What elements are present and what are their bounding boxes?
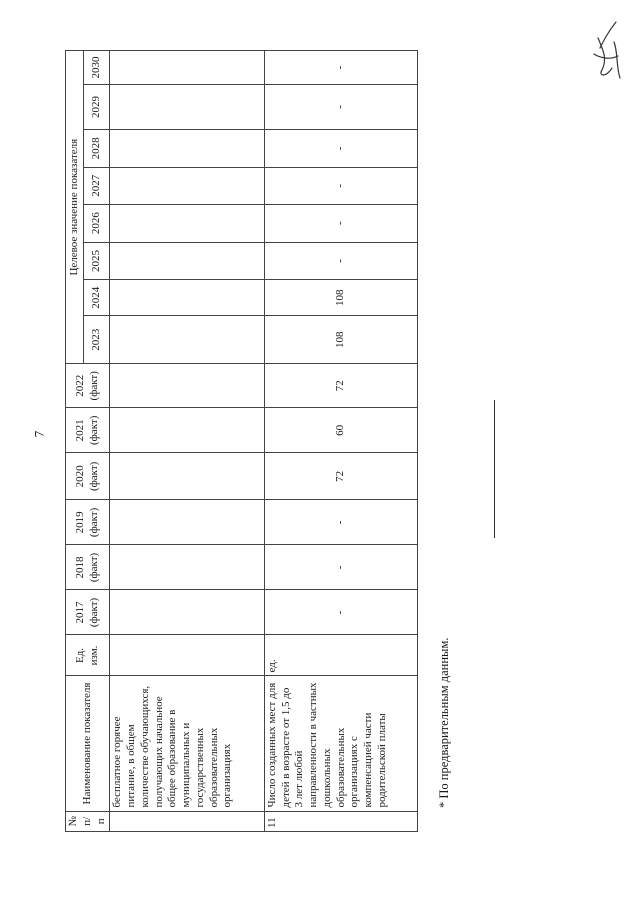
row-fact-2019: [110, 500, 265, 545]
header-target-2023: 2023: [83, 316, 110, 364]
row-target-2026: -: [264, 204, 417, 242]
header-target-2025: 2025: [83, 242, 110, 280]
indicator-table: [65, 50, 418, 832]
header-target-2028: 2028: [83, 129, 110, 167]
header-target-2026: 2026: [83, 204, 110, 242]
row-fact-2018: -: [264, 545, 417, 590]
header-fact-2020: 2020 (факт): [66, 453, 110, 500]
row-target-2030: [110, 51, 265, 85]
row-target-2025: -: [264, 242, 417, 280]
row-target-2028: -: [264, 129, 417, 167]
row-fact-2019: -: [264, 500, 417, 545]
table-row: [110, 51, 265, 832]
row-fact-2022: [110, 364, 265, 408]
separator-line: [494, 400, 495, 538]
row-no: [110, 811, 265, 831]
row-name: бесплатное горячее питание, в общем количестве обучающихся, получающих начальное общее образование в муниципальных и государственных образовательных организациях: [110, 676, 265, 811]
header-unit: Ед. изм.: [66, 635, 110, 676]
row-target-2029: -: [264, 84, 417, 129]
row-target-2027: [110, 167, 265, 204]
row-fact-2021: [110, 408, 265, 453]
header-fact-2022: 2022 (факт): [66, 364, 110, 408]
row-fact-2021: 60: [264, 408, 417, 453]
row-fact-2020: 72: [264, 453, 417, 500]
header-fact-2018: 2018 (факт): [66, 545, 110, 590]
row-target-2026: [110, 204, 265, 242]
page-number: 7: [31, 430, 47, 438]
signature-mark: [586, 18, 626, 84]
header-target-2024: 2024: [83, 280, 110, 316]
row-target-2025: [110, 242, 265, 280]
row-unit: ед.: [264, 635, 417, 676]
row-fact-2017: [110, 590, 265, 635]
header-fact-2021: 2021 (факт): [66, 408, 110, 453]
row-name: Число созданных мест для детей в возрасте от 1,5 до 3 лет любой направленности в частных дошкольных образовательных организациях с компенсацией части родительской платы: [264, 676, 417, 811]
footnote: * По предварительным данным.: [437, 637, 451, 808]
row-target-2030: -: [264, 51, 417, 85]
header-target-2027: 2027: [83, 167, 110, 204]
table-row: [264, 51, 417, 832]
header-no: № п/п: [66, 811, 110, 831]
row-no: 11: [264, 811, 417, 831]
row-target-2028: [110, 129, 265, 167]
row-target-2023: 108: [264, 316, 417, 364]
row-target-2027: -: [264, 167, 417, 204]
row-unit: [110, 635, 265, 676]
row-target-2024: 108: [264, 280, 417, 316]
row-target-2024: [110, 280, 265, 316]
row-target-2023: [110, 316, 265, 364]
row-fact-2018: [110, 545, 265, 590]
row-target-2029: [110, 84, 265, 129]
header-target-2029: 2029: [83, 84, 110, 129]
row-fact-2022: 72: [264, 364, 417, 408]
header-target-2030: 2030: [83, 51, 110, 85]
header-name: Наименование показателя: [66, 676, 110, 811]
header-target-group: Целевое значение показателя: [66, 51, 84, 364]
indicator-table-container: [65, 50, 415, 832]
row-fact-2020: [110, 453, 265, 500]
row-fact-2017: -: [264, 590, 417, 635]
header-fact-2017: 2017 (факт): [66, 590, 110, 635]
header-fact-2019: 2019 (факт): [66, 500, 110, 545]
